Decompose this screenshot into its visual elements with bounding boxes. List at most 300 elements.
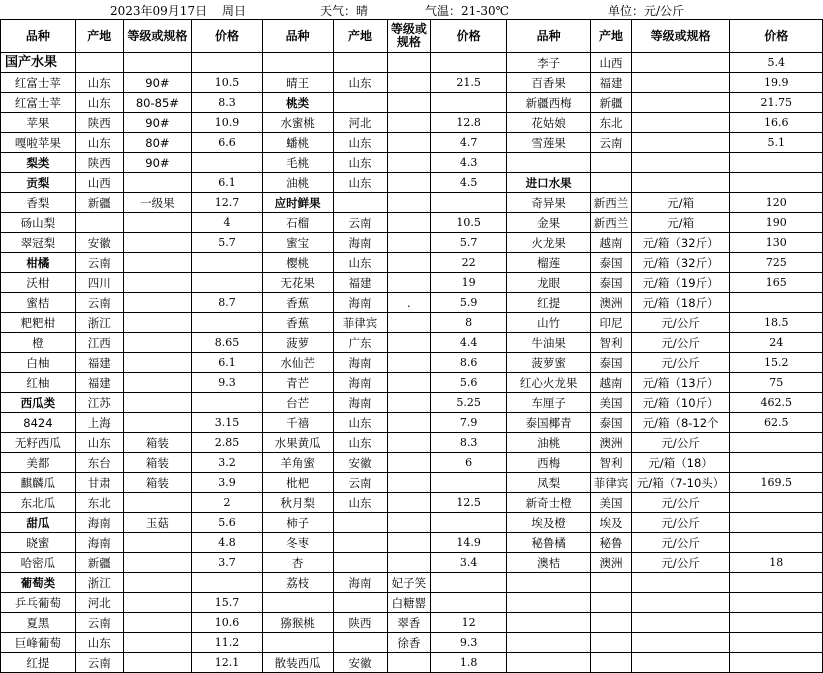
origin-cell: 山东 (333, 433, 387, 453)
variety-cell: 杏 (262, 553, 333, 573)
col-header-grade: 等级或规格 (631, 20, 730, 53)
price-cell: 7.9 (431, 413, 507, 433)
table-row (1, 433, 823, 453)
origin-cell: 东北 (591, 113, 632, 133)
grade-cell: 90# (123, 153, 192, 173)
grade-cell (123, 553, 192, 573)
origin-cell: 云南 (333, 213, 387, 233)
origin-cell (75, 53, 123, 73)
price-cell: 4.5 (431, 173, 507, 193)
grade-cell (123, 273, 192, 293)
origin-cell: 山东 (75, 93, 123, 113)
price-cell: 21.75 (730, 93, 823, 113)
variety-cell: 无籽西瓜 (1, 433, 76, 453)
price-cell: 19.9 (730, 73, 823, 93)
variety-cell: 翠冠梨 (1, 233, 76, 253)
grade-cell: 80# (123, 133, 192, 153)
variety-cell: 李子 (507, 53, 591, 73)
origin-cell: 山东 (333, 493, 387, 513)
price-cell: 21.5 (431, 73, 507, 93)
price-cell: 19 (431, 273, 507, 293)
variety-cell: 山竹 (507, 313, 591, 333)
variety-cell: 蟠桃 (262, 133, 333, 153)
variety-cell: 油桃 (262, 173, 333, 193)
col-header-variety: 品种 (1, 20, 76, 53)
price-cell: 12.8 (431, 113, 507, 133)
origin-cell: 智利 (591, 333, 632, 353)
variety-cell: 奇异果 (507, 193, 591, 213)
origin-cell: 新疆 (75, 193, 123, 213)
grade-cell: 白糖罂 (387, 593, 431, 613)
price-cell (730, 533, 823, 553)
variety-cell: 石榴 (262, 213, 333, 233)
variety-cell: 晓蜜 (1, 533, 76, 553)
grade-cell (631, 653, 730, 673)
origin-cell: 澳洲 (591, 433, 632, 453)
variety-cell: 蜜宝 (262, 233, 333, 253)
origin-cell: 云南 (75, 653, 123, 673)
grade-cell (387, 533, 431, 553)
price-cell: 8.3 (192, 93, 263, 113)
price-cell: 3.7 (192, 553, 263, 573)
grade-cell (387, 113, 431, 133)
price-cell: 3.2 (192, 453, 263, 473)
table-row (1, 513, 823, 533)
grade-cell: 元/箱（8-12个 (631, 413, 730, 433)
origin-cell: 山西 (591, 53, 632, 73)
price-cell: 190 (730, 213, 823, 233)
grade-cell: 90# (123, 73, 192, 93)
grade-cell (387, 313, 431, 333)
grade-cell: 元/箱（10斤） (631, 393, 730, 413)
origin-cell: 浙江 (75, 573, 123, 593)
price-cell: 3.15 (192, 413, 263, 433)
origin-cell: 山东 (75, 633, 123, 653)
grade-cell (387, 653, 431, 673)
table-row (1, 353, 823, 373)
price-cell: 5.25 (431, 393, 507, 413)
variety-cell: 樱桃 (262, 253, 333, 273)
grade-cell: 元/箱 (631, 213, 730, 233)
grade-cell: 元/箱（18） (631, 453, 730, 473)
variety-cell: 沃柑 (1, 273, 76, 293)
table-row (1, 293, 823, 313)
variety-cell: 香蕉 (262, 293, 333, 313)
grade-cell: 元/箱（32斤） (631, 253, 730, 273)
origin-cell: 泰国 (591, 253, 632, 273)
variety-cell: 晴王 (262, 73, 333, 93)
variety-cell (507, 573, 591, 593)
origin-cell: 澳洲 (591, 553, 632, 573)
price-cell: 4.8 (192, 533, 263, 553)
price-cell: 5.1 (730, 133, 823, 153)
grade-cell (123, 333, 192, 353)
price-cell (431, 573, 507, 593)
origin-cell: 甘肃 (75, 473, 123, 493)
grade-cell: 元/箱（18斤） (631, 293, 730, 313)
origin-cell: 云南 (591, 133, 632, 153)
variety-cell: 哈密瓜 (1, 553, 76, 573)
price-cell: 6.1 (192, 173, 263, 193)
variety-cell: 8424 (1, 413, 76, 433)
variety-cell: 水果黄瓜 (262, 433, 333, 453)
variety-cell (262, 593, 333, 613)
grade-cell (387, 153, 431, 173)
origin-cell: 美国 (591, 393, 632, 413)
price-cell: 18 (730, 553, 823, 573)
price-cell (730, 593, 823, 613)
variety-cell: 甜瓜 (1, 513, 76, 533)
table-row (1, 453, 823, 473)
report-date: 2023年09月17日 (110, 4, 208, 18)
grade-cell: 元/公斤 (631, 513, 730, 533)
origin-cell: 云南 (75, 293, 123, 313)
grade-cell (123, 493, 192, 513)
grade-cell (123, 313, 192, 333)
table-row (1, 593, 823, 613)
col-header-grade: 等级或规格 (387, 20, 431, 53)
variety-cell: 红提 (1, 653, 76, 673)
price-cell: 10.9 (192, 113, 263, 133)
grade-cell (123, 613, 192, 633)
price-cell (730, 173, 823, 193)
grade-cell (123, 393, 192, 413)
grade-cell (387, 253, 431, 273)
price-cell: 12.7 (192, 193, 263, 213)
origin-cell (591, 593, 632, 613)
price-cell: 5.6 (431, 373, 507, 393)
origin-cell: 海南 (333, 573, 387, 593)
col-header-origin: 产地 (75, 20, 123, 53)
grade-cell (123, 373, 192, 393)
table-row (1, 573, 823, 593)
origin-cell: 山东 (333, 253, 387, 273)
grade-cell: 元/箱（32斤） (631, 233, 730, 253)
grade-cell: 元/公斤 (631, 333, 730, 353)
origin-cell: 江西 (75, 333, 123, 353)
grade-cell (387, 513, 431, 533)
origin-cell: 菲律宾 (333, 313, 387, 333)
origin-cell: 陕西 (75, 113, 123, 133)
price-cell: 1.8 (431, 653, 507, 673)
variety-cell: 砀山梨 (1, 213, 76, 233)
temperature-text: 气温：21-30℃ (425, 4, 510, 18)
grade-cell (387, 93, 431, 113)
table-row (1, 133, 823, 153)
origin-cell: 泰国 (591, 413, 632, 433)
variety-cell: 美都 (1, 453, 76, 473)
price-cell (192, 53, 263, 73)
origin-cell: 云南 (333, 473, 387, 493)
grade-cell (387, 433, 431, 453)
price-cell: 120 (730, 193, 823, 213)
table-row (1, 653, 823, 673)
grade-cell: 元/公斤 (631, 553, 730, 573)
origin-cell: 山东 (75, 73, 123, 93)
table-row (1, 93, 823, 113)
origin-cell (591, 653, 632, 673)
variety-cell: 榴莲 (507, 253, 591, 273)
grade-cell (387, 553, 431, 573)
origin-cell: 智利 (591, 453, 632, 473)
variety-cell: 百香果 (507, 73, 591, 93)
grade-cell (123, 213, 192, 233)
variety-cell: 火龙果 (507, 233, 591, 253)
grade-cell (631, 133, 730, 153)
variety-cell: 粑粑柑 (1, 313, 76, 333)
table-header-row (1, 20, 823, 53)
variety-cell: 橙 (1, 333, 76, 353)
origin-cell: 越南 (591, 233, 632, 253)
price-cell: 10.5 (431, 213, 507, 233)
col-header-origin: 产地 (591, 20, 632, 53)
variety-cell: 牛油果 (507, 333, 591, 353)
origin-cell: 安徽 (75, 233, 123, 253)
grade-cell (631, 593, 730, 613)
price-cell: 165 (730, 273, 823, 293)
origin-cell: 山东 (333, 173, 387, 193)
price-cell (431, 513, 507, 533)
variety-cell: 雪莲果 (507, 133, 591, 153)
price-cell (192, 153, 263, 173)
variety-cell: 香蕉 (262, 313, 333, 333)
grade-cell (123, 173, 192, 193)
origin-cell: 泰国 (591, 273, 632, 293)
variety-cell: 青芒 (262, 373, 333, 393)
price-cell: 4 (192, 213, 263, 233)
price-cell (730, 633, 823, 653)
origin-cell (75, 213, 123, 233)
variety-cell: 羊角蜜 (262, 453, 333, 473)
price-cell: 6 (431, 453, 507, 473)
grade-cell (387, 453, 431, 473)
price-cell: 22 (431, 253, 507, 273)
variety-cell: 东北瓜 (1, 493, 76, 513)
col-header-origin: 产地 (333, 20, 387, 53)
origin-cell: 东台 (75, 453, 123, 473)
table-row (1, 533, 823, 553)
variety-cell: 红柚 (1, 373, 76, 393)
origin-cell: 海南 (333, 293, 387, 313)
origin-cell: 山东 (333, 133, 387, 153)
price-cell: 169.5 (730, 473, 823, 493)
variety-cell: 枇杷 (262, 473, 333, 493)
origin-cell: 秘鲁 (591, 533, 632, 553)
report-header (0, 0, 823, 19)
origin-cell: 新西兰 (591, 193, 632, 213)
origin-cell: 新疆 (75, 553, 123, 573)
price-cell: 2 (192, 493, 263, 513)
grade-cell: 箱装 (123, 473, 192, 493)
price-cell: 725 (730, 253, 823, 273)
variety-cell (507, 593, 591, 613)
variety-cell: 进口水果 (507, 173, 591, 193)
table-row (1, 193, 823, 213)
origin-cell: 山东 (75, 133, 123, 153)
origin-cell: 泰国 (591, 353, 632, 373)
grade-cell: 玉菇 (123, 513, 192, 533)
variety-cell: 红富士苹 (1, 93, 76, 113)
origin-cell: 印尼 (591, 313, 632, 333)
price-cell (730, 153, 823, 173)
variety-cell (507, 653, 591, 673)
origin-cell: 四川 (75, 273, 123, 293)
price-cell (431, 53, 507, 73)
grade-cell: 箱装 (123, 453, 192, 473)
origin-cell: 海南 (75, 533, 123, 553)
origin-cell: 陕西 (75, 153, 123, 173)
origin-cell (591, 633, 632, 653)
price-cell (431, 93, 507, 113)
variety-cell: 散装西瓜 (262, 653, 333, 673)
origin-cell: 安徽 (333, 453, 387, 473)
origin-cell: 海南 (333, 233, 387, 253)
variety-cell: 菠萝蜜 (507, 353, 591, 373)
price-cell (192, 313, 263, 333)
table-row (1, 213, 823, 233)
variety-cell: 无花果 (262, 273, 333, 293)
origin-cell (333, 93, 387, 113)
price-cell (730, 573, 823, 593)
origin-cell (591, 153, 632, 173)
price-cell: 12.5 (431, 493, 507, 513)
price-cell: 8 (431, 313, 507, 333)
origin-cell: 上海 (75, 413, 123, 433)
variety-cell: 白柚 (1, 353, 76, 373)
grade-cell (387, 333, 431, 353)
grade-cell (387, 213, 431, 233)
table-row (1, 493, 823, 513)
origin-cell: 海南 (333, 373, 387, 393)
price-cell (730, 453, 823, 473)
table-row (1, 393, 823, 413)
origin-cell: 山东 (75, 433, 123, 453)
variety-cell (507, 153, 591, 173)
price-cell: 18.5 (730, 313, 823, 333)
variety-cell: 国产水果 (1, 53, 76, 73)
variety-cell: 嘎啦苹果 (1, 133, 76, 153)
price-cell: 3.4 (431, 553, 507, 573)
grade-cell: 元/箱（19斤） (631, 273, 730, 293)
table-row (1, 333, 823, 353)
grade-cell (387, 373, 431, 393)
origin-cell: 河北 (75, 593, 123, 613)
origin-cell: 福建 (333, 273, 387, 293)
variety-cell: 秋月梨 (262, 493, 333, 513)
report-weekday: 周日 (222, 4, 247, 18)
variety-cell: 龙眼 (507, 273, 591, 293)
col-header-price: 价格 (192, 20, 263, 53)
price-cell: 8.6 (431, 353, 507, 373)
price-cell: 2.85 (192, 433, 263, 453)
price-cell: 6.1 (192, 353, 263, 373)
price-cell (431, 473, 507, 493)
price-cell (730, 653, 823, 673)
price-cell (192, 393, 263, 413)
variety-cell (262, 53, 333, 73)
grade-cell (387, 473, 431, 493)
grade-cell (631, 173, 730, 193)
variety-cell: 新奇士橙 (507, 493, 591, 513)
origin-cell (591, 613, 632, 633)
price-cell (730, 493, 823, 513)
price-cell: 4.7 (431, 133, 507, 153)
price-cell: 6.6 (192, 133, 263, 153)
origin-cell: 新西兰 (591, 213, 632, 233)
grade-cell: 元/公斤 (631, 353, 730, 373)
variety-cell: 红提 (507, 293, 591, 313)
grade-cell: 元/箱（13斤） (631, 373, 730, 393)
variety-cell: 柿子 (262, 513, 333, 533)
grade-cell: 元/公斤 (631, 493, 730, 513)
grade-cell: 箱装 (123, 433, 192, 453)
grade-cell (387, 353, 431, 373)
grade-cell (387, 493, 431, 513)
origin-cell: 浙江 (75, 313, 123, 333)
table-row (1, 273, 823, 293)
price-cell: 5.7 (192, 233, 263, 253)
origin-cell (591, 573, 632, 593)
price-cell: 5.7 (431, 233, 507, 253)
variety-cell (507, 633, 591, 653)
grade-cell (387, 193, 431, 213)
origin-cell (333, 533, 387, 553)
price-cell: 9.3 (192, 373, 263, 393)
weather-text: 天气：晴 (320, 4, 369, 18)
origin-cell: 福建 (75, 373, 123, 393)
unit-text: 单位：元/公斤 (608, 4, 685, 18)
origin-cell: 澳洲 (591, 293, 632, 313)
grade-cell (631, 153, 730, 173)
origin-cell: 福建 (591, 73, 632, 93)
origin-cell: 山东 (333, 413, 387, 433)
origin-cell: 云南 (75, 613, 123, 633)
grade-cell (123, 573, 192, 593)
variety-cell: 菠萝 (262, 333, 333, 353)
origin-cell (333, 53, 387, 73)
grade-cell: 元/箱 (631, 193, 730, 213)
grade-cell (387, 413, 431, 433)
price-cell: 8.65 (192, 333, 263, 353)
origin-cell (333, 633, 387, 653)
table-row (1, 553, 823, 573)
variety-cell: 西梅 (507, 453, 591, 473)
grade-cell: 元/公斤 (631, 313, 730, 333)
grade-cell (387, 393, 431, 413)
variety-cell: 梨类 (1, 153, 76, 173)
origin-cell: 陕西 (333, 613, 387, 633)
price-cell (431, 593, 507, 613)
origin-cell: 海南 (333, 393, 387, 413)
origin-cell: 东北 (75, 493, 123, 513)
price-cell: 130 (730, 233, 823, 253)
origin-cell: 山东 (333, 153, 387, 173)
origin-cell: 安徽 (333, 653, 387, 673)
variety-cell: 蜜桔 (1, 293, 76, 313)
variety-cell: 苹果 (1, 113, 76, 133)
table-row (1, 173, 823, 193)
origin-cell (591, 173, 632, 193)
grade-cell (387, 133, 431, 153)
table-row (1, 473, 823, 493)
variety-cell: 冬枣 (262, 533, 333, 553)
grade-cell (387, 273, 431, 293)
table-row (1, 53, 823, 73)
variety-cell: 泰国椰青 (507, 413, 591, 433)
origin-cell: 美国 (591, 493, 632, 513)
grade-cell (631, 113, 730, 133)
price-cell (730, 293, 823, 313)
